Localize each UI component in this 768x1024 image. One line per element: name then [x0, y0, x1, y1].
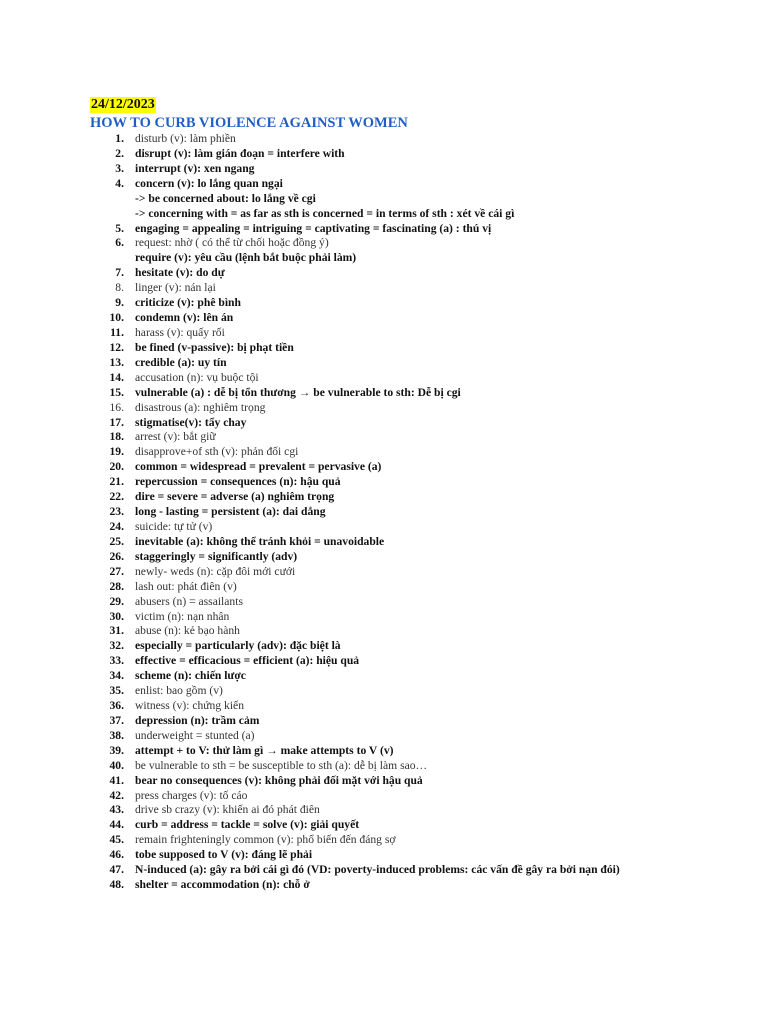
list-item-number: 28.: [109, 579, 124, 593]
list-item-text: be vulnerable to sth = be susceptible to sth (a): dễ bị làm sao…: [135, 758, 428, 772]
list-item-text: suicide: tự tử (v): [135, 519, 213, 533]
list-item: [90, 550, 750, 565]
list-item: [90, 833, 750, 848]
list-item-text: long - lasting = persistent (a): dai dẳng: [135, 505, 326, 519]
list-item: [90, 774, 750, 789]
list-item-text: -> concerning with = as far as sth is concerned = in terms of sth : xét về cái gì: [135, 206, 515, 220]
list-item: [90, 311, 750, 326]
list-item-text: concern (v): lo lắng quan ngại: [135, 176, 283, 190]
list-item-text: curb = address = tackle = solve (v): giải quyết: [135, 818, 360, 832]
list-item-number: [90, 207, 124, 222]
list-item-text: accusation (n): vụ buộc tội: [135, 370, 259, 384]
list-item: [90, 818, 750, 833]
list-item-number: 45.: [109, 833, 124, 847]
list-item-number: 13.: [109, 355, 124, 369]
list-item-number: 29.: [109, 594, 124, 608]
document-date: 24/12/2023: [91, 97, 155, 112]
list-item-text: require (v): yêu cầu (lệnh bắt buộc phải làm): [135, 251, 357, 265]
list-item: [90, 162, 750, 177]
list-item: [90, 177, 750, 192]
list-item-number: [90, 251, 124, 266]
list-item: [90, 505, 750, 520]
list-item-number: 41.: [109, 773, 124, 787]
list-item-text: N-induced (a): gây ra bởi cái gì đó (VD: poverty-induced problems: các vấn đề gây ra bởi nạn đói): [135, 863, 620, 877]
list-item: [90, 401, 750, 416]
list-item-number: 27.: [109, 564, 124, 578]
list-item-number: 19.: [109, 445, 124, 459]
list-item-text: witness (v): chứng kiến: [135, 699, 244, 713]
list-item-text: criticize (v): phê bình: [135, 296, 241, 310]
list-item-text: credible (a): uy tín: [135, 355, 227, 369]
list-item-text: tobe supposed to V (v): đáng lẽ phải: [135, 848, 313, 862]
list-item: [90, 610, 750, 625]
list-item-number: 2.: [115, 146, 124, 160]
list-item-text: disastrous (a): nghiêm trọng: [135, 400, 266, 414]
list-item-text: effective = efficacious = efficient (a): hiệu quả: [135, 654, 360, 668]
list-item: [90, 296, 750, 311]
list-item: [90, 803, 750, 818]
list-item-number: 14.: [109, 370, 124, 384]
list-item-number: 46.: [109, 848, 124, 862]
list-item-number: 18.: [109, 430, 124, 444]
list-item-text: disrupt (v): làm gián đoạn = interfere with: [135, 146, 345, 160]
list-item: [90, 236, 750, 251]
list-item-text: attempt + to V: thử làm gì → make attempts to V (v): [135, 743, 394, 757]
list-item: [90, 565, 750, 580]
list-item-number: 32.: [109, 639, 124, 653]
list-item: [90, 147, 750, 162]
list-item-text: scheme (n): chiến lược: [135, 669, 246, 683]
list-item-text: staggeringly = significantly (adv): [135, 549, 298, 563]
list-item-text: interrupt (v): xen ngang: [135, 161, 255, 175]
list-item-number: 6.: [115, 236, 124, 250]
list-item: [90, 386, 750, 401]
list-item: [90, 475, 750, 490]
list-item: [90, 669, 750, 684]
list-item-number: 24.: [109, 519, 124, 533]
list-item-number: 21.: [109, 475, 124, 489]
list-item-text: disapprove+of sth (v): phản đối cgi: [135, 445, 299, 459]
list-item-number: 17.: [109, 415, 124, 429]
list-item: [90, 326, 750, 341]
list-item: [90, 848, 750, 863]
list-item-text: disturb (v): làm phiền: [135, 132, 236, 145]
list-item-number: 11.: [110, 325, 124, 339]
list-item-number: 43.: [109, 803, 124, 817]
list-item: [90, 639, 750, 654]
list-item: [90, 759, 750, 774]
list-item-text: request: nhờ ( có thể từ chối hoặc đồng ý): [135, 236, 329, 250]
list-item-number: 48.: [109, 878, 124, 892]
list-item-number: 3.: [115, 161, 124, 175]
list-item: [90, 699, 750, 714]
list-item: [90, 714, 750, 729]
list-item-number: 12.: [109, 340, 124, 354]
list-item: [90, 863, 750, 878]
list-item: [90, 430, 750, 445]
list-item-text: inevitable (a): không thể tránh khỏi = unavoidable: [135, 534, 385, 548]
list-item: [90, 490, 750, 505]
list-item-text: especially = particularly (adv): đặc biệt là: [135, 639, 341, 653]
list-item-text: be fined (v-passive): bị phạt tiền: [135, 340, 294, 354]
list-item-number: 16.: [109, 400, 124, 414]
document-page: [90, 95, 750, 893]
list-item-text: newly- weds (n): cặp đôi mới cưới: [135, 564, 296, 578]
list-item: [90, 222, 750, 237]
list-item-text: drive sb crazy (v): khiến ai đó phát điên: [135, 803, 320, 817]
list-item-text: -> be concerned about: lo lắng về cgi: [135, 191, 316, 205]
list-item-text: bear no consequences (v): không phải đối mặt với hậu quả: [135, 773, 423, 787]
list-item-number: [90, 192, 124, 207]
list-item-text: condemn (v): lên án: [135, 311, 234, 325]
list-item-number: 33.: [109, 654, 124, 668]
list-item-text: depression (n): trầm cảm: [135, 713, 260, 727]
list-item-number: 4.: [115, 176, 124, 190]
list-item-number: 15.: [109, 385, 124, 399]
list-item-number: 47.: [109, 863, 124, 877]
list-item-text: dire = severe = adverse (a) nghiêm trọng: [135, 490, 335, 504]
list-item-number: 31.: [109, 624, 124, 638]
list-item: [90, 371, 750, 386]
list-item: [90, 341, 750, 356]
list-item-number: 37.: [109, 713, 124, 727]
list-item-number: 34.: [109, 669, 124, 683]
list-item-text: underweight = stunted (a): [135, 728, 255, 742]
list-item-text: arrest (v): bắt giữ: [135, 430, 216, 444]
list-item-text: remain frighteningly common (v): phổ biến đến đáng sợ: [135, 833, 396, 847]
list-item-text: victim (n): nạn nhân: [135, 609, 230, 623]
list-item-number: 1.: [115, 132, 124, 145]
list-item-number: 35.: [109, 684, 124, 698]
list-item-number: 40.: [109, 758, 124, 772]
list-item-text: abuse (n): kẻ bạo hành: [135, 624, 240, 638]
list-item-text: press charges (v): tố cáo: [135, 788, 248, 802]
list-item: [90, 535, 750, 550]
document-title: HOW TO CURB VIOLENCE AGAINST WOMEN: [90, 115, 408, 131]
list-item-number: 5.: [115, 221, 124, 235]
list-item: [90, 281, 750, 296]
list-item: [90, 744, 750, 759]
list-item-number: 38.: [109, 728, 124, 742]
list-item-number: 30.: [109, 609, 124, 623]
list-item-number: 8.: [115, 281, 124, 295]
list-item: [90, 445, 750, 460]
list-item-text: abusers (n) = assailants: [135, 594, 243, 608]
list-item: [90, 132, 750, 147]
list-item: [90, 580, 750, 595]
list-item: [90, 416, 750, 431]
list-item-number: 7.: [115, 266, 124, 280]
list-item-text: engaging = appealing = intriguing = captivating = fascinating (a) : thú vị: [135, 221, 492, 235]
list-item: [90, 654, 750, 669]
list-item-text: repercussion = consequences (n): hậu quả: [135, 475, 341, 489]
list-item-text: common = widespread = prevalent = pervasive (a): [135, 460, 382, 474]
list-item: [90, 356, 750, 371]
list-item: [90, 729, 750, 744]
list-item-number: 22.: [109, 490, 124, 504]
list-item-number: 42.: [109, 788, 124, 802]
list-item: [90, 520, 750, 535]
list-item-text: stigmatise(v): tẩy chay: [135, 415, 247, 429]
list-item: [90, 684, 750, 699]
list-item: [90, 789, 750, 804]
vocabulary-list: [90, 132, 750, 893]
list-item-text: harass (v): quấy rối: [135, 325, 225, 339]
list-item-number: 36.: [109, 699, 124, 713]
list-item-number: 44.: [109, 818, 124, 832]
list-item: [90, 251, 750, 266]
list-item: [90, 207, 750, 222]
list-item-number: 10.: [109, 311, 124, 325]
list-item-text: shelter = accommodation (n): chỗ ở: [135, 878, 310, 892]
list-item: [90, 878, 750, 893]
list-item-number: 39.: [109, 743, 124, 757]
list-item-number: 20.: [109, 460, 124, 474]
list-item-text: linger (v): nán lại: [135, 281, 216, 295]
list-item: [90, 266, 750, 281]
list-item: [90, 460, 750, 475]
list-item-number: 26.: [109, 549, 124, 563]
list-item: [90, 595, 750, 610]
list-item-text: hesitate (v): do dự: [135, 266, 225, 280]
list-item-text: vulnerable (a) : dễ bị tổn thương → be vulnerable to sth: Dễ bị cgi: [135, 385, 461, 399]
list-item-number: 25.: [109, 534, 124, 548]
list-item: [90, 192, 750, 207]
list-item: [90, 624, 750, 639]
list-item-number: 9.: [115, 296, 124, 310]
list-item-text: enlist: bao gồm (v): [135, 684, 223, 698]
list-item-number: 23.: [109, 505, 124, 519]
list-item-text: lash out: phát điên (v): [135, 579, 237, 593]
